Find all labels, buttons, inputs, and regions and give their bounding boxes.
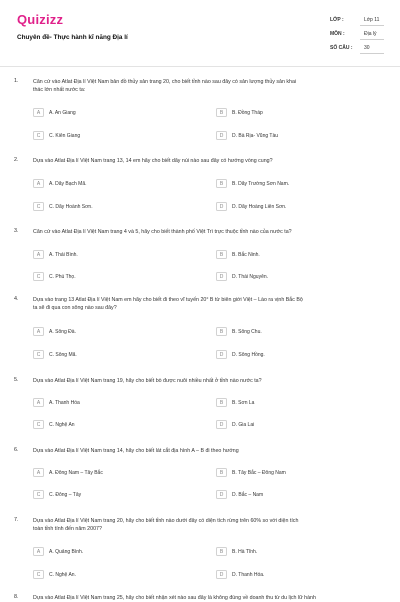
- option-letter-box: B: [216, 179, 227, 188]
- option-letter-box: D: [216, 350, 227, 359]
- option-letter-box: D: [216, 490, 227, 499]
- subject-value: Địa lý: [364, 31, 377, 37]
- question-text: Dựa vào trang 13 Atlat Địa lí Việt Nam em hãy cho biết đi theo vĩ tuyến 20° B từ biên giới Việt – Lào ra vịnh Bắc Bộ ta sẽ đi qua con sông nào sau đây?: [33, 297, 303, 311]
- question-text: Dựa vào Atlat Địa lí Việt Nam trang 13, 14 em hãy cho biết dãy núi nào sau đây có hướng vòng cung?: [33, 158, 273, 164]
- option-letter-box: C: [33, 350, 44, 359]
- question-text: Dựa vào Atlat Địa lí Việt Nam trang 19, hãy cho biết bò được nuôi nhiều nhất ở tỉnh nào nước ta?: [33, 378, 262, 384]
- question-number: 8.: [14, 594, 19, 600]
- class-value: Lớp 11: [364, 17, 380, 23]
- option-c[interactable]: [33, 570, 183, 580]
- option-text: B. Sơn La: [232, 399, 255, 406]
- option-letter-box: B: [216, 108, 227, 117]
- option-a[interactable]: [33, 547, 183, 557]
- option-letter-box: B: [216, 398, 227, 407]
- quizizz-logo: Quizizz: [17, 12, 64, 27]
- question-count-label: SỐ CÂU :: [330, 45, 353, 51]
- question-count-underline: [360, 53, 384, 54]
- option-text: A. Thái Bình.: [49, 251, 78, 258]
- option-c[interactable]: [33, 272, 183, 282]
- option-text: C. Nghệ An: [49, 421, 75, 428]
- option-text: A. An Giang: [49, 109, 76, 116]
- question-text: Dựa vào Atlat Địa lí Việt Nam trang 25, hãy cho biết nhận xét nào sau đây là không đúng về doanh thu từ du lịch lữ hành: [33, 595, 316, 601]
- question-text: Căn cứ vào Atlat Địa lí Việt Nam trang 4 và 5, hãy cho biết thành phố Việt Trì trực thuộc tỉnh nào của nước ta?: [33, 229, 292, 235]
- option-letter-box: B: [216, 327, 227, 336]
- question-text: Căn cứ vào Atlat Địa lí Việt Nam bản đồ thủy sản trang 20, cho biết tỉnh nào sau đây có sản lượng thủy sản khai thác lớn nhất nước ta:: [33, 79, 297, 93]
- option-text: A. Sông Đà.: [49, 328, 76, 335]
- question-count-value: 30: [364, 45, 370, 51]
- option-a[interactable]: [33, 179, 183, 189]
- class-label: LỚP :: [330, 17, 344, 23]
- option-d[interactable]: [216, 350, 366, 360]
- option-d[interactable]: [216, 490, 366, 500]
- option-b[interactable]: [216, 108, 366, 118]
- option-text: C. Dãy Hoành Sơn.: [49, 203, 93, 210]
- worksheet-header: [0, 0, 400, 66]
- option-c[interactable]: [33, 350, 183, 360]
- option-text: D. Sông Hồng.: [232, 351, 265, 358]
- option-c[interactable]: [33, 420, 183, 430]
- option-letter-box: A: [33, 398, 44, 407]
- option-a[interactable]: [33, 398, 183, 408]
- option-text: D. Bà Rịa- Vũng Tàu: [232, 132, 279, 139]
- option-c[interactable]: [33, 490, 183, 500]
- option-letter-box: C: [33, 570, 44, 579]
- class-underline: [360, 25, 384, 26]
- option-b[interactable]: [216, 468, 366, 478]
- option-d[interactable]: [216, 272, 366, 282]
- option-letter-box: D: [216, 570, 227, 579]
- subject-underline: [360, 39, 384, 40]
- option-text: D. Bắc – Nam: [232, 491, 264, 498]
- option-text: A. Đông Nam – Tây Bắc: [49, 469, 103, 476]
- option-letter-box: D: [216, 202, 227, 211]
- option-letter-box: D: [216, 131, 227, 140]
- question-number: 2.: [14, 157, 19, 163]
- option-b[interactable]: [216, 179, 366, 189]
- option-text: B. Dãy Trường Sơn Nam.: [232, 180, 290, 187]
- option-letter-box: A: [33, 179, 44, 188]
- option-a[interactable]: [33, 250, 183, 260]
- option-text: A. Quảng Bình.: [49, 548, 84, 555]
- option-letter-box: A: [33, 250, 44, 259]
- option-d[interactable]: [216, 570, 366, 580]
- option-b[interactable]: [216, 398, 366, 408]
- question-number: 7.: [14, 517, 19, 523]
- option-letter-box: A: [33, 468, 44, 477]
- option-d[interactable]: [216, 420, 366, 430]
- option-text: A. Thanh Hóa: [49, 399, 80, 406]
- option-c[interactable]: [33, 202, 183, 212]
- option-text: D. Thanh Hóa.: [232, 571, 265, 578]
- option-b[interactable]: [216, 547, 366, 557]
- option-letter-box: A: [33, 547, 44, 556]
- subject-label: MÔN :: [330, 31, 345, 37]
- option-d[interactable]: [216, 131, 366, 141]
- option-text: B. Bắc Ninh.: [232, 251, 260, 258]
- question-number: 6.: [14, 447, 19, 453]
- option-text: D. Thái Nguyên.: [232, 273, 269, 280]
- option-letter-box: B: [216, 547, 227, 556]
- option-b[interactable]: [216, 327, 366, 337]
- option-letter-box: B: [216, 250, 227, 259]
- option-letter-box: B: [216, 468, 227, 477]
- option-text: D. Dãy Hoàng Liên Sơn.: [232, 203, 287, 210]
- option-letter-box: C: [33, 272, 44, 281]
- option-a[interactable]: [33, 327, 183, 337]
- option-c[interactable]: [33, 131, 183, 141]
- option-d[interactable]: [216, 202, 366, 212]
- option-letter-box: D: [216, 272, 227, 281]
- option-text: C. Nghệ An.: [49, 571, 76, 578]
- option-text: B. Sông Chu.: [232, 328, 262, 335]
- question-number: 4.: [14, 296, 19, 302]
- header-divider: [0, 66, 400, 67]
- option-text: B. Tây Bắc – Đông Nam: [232, 469, 286, 476]
- option-letter-box: D: [216, 420, 227, 429]
- option-text: C. Đông – Tây: [49, 491, 82, 498]
- option-text: B. Hà Tĩnh.: [232, 548, 258, 555]
- worksheet-title: Chuyên đề- Thực hành kĩ năng Địa lí: [17, 34, 128, 41]
- option-text: C. Kiên Giang: [49, 132, 81, 139]
- option-text: D. Gia Lai: [232, 421, 255, 428]
- question-number: 1.: [14, 78, 19, 84]
- option-text: C. Sông Mã.: [49, 351, 77, 358]
- option-a[interactable]: [33, 108, 183, 118]
- option-b[interactable]: [216, 250, 366, 260]
- option-text: C. Phú Thọ.: [49, 273, 76, 280]
- question-text: Dựa vào Atlat Địa lí Việt Nam trang 14, hãy cho biết lát cắt địa hình A – B đi theo hướng: [33, 448, 239, 454]
- option-letter-box: A: [33, 327, 44, 336]
- question-text: Dựa vào Atlat Địa lí Việt Nam trang 20, hãy cho biết tỉnh nào dưới đây có diện tích rừng trên 60% so với diện tích toàn tỉnh tính đến năm 2007?: [33, 518, 299, 532]
- option-letter-box: C: [33, 420, 44, 429]
- question-number: 5.: [14, 377, 19, 383]
- option-a[interactable]: [33, 468, 183, 478]
- option-letter-box: C: [33, 202, 44, 211]
- option-text: A. Dãy Bạch Mã.: [49, 180, 87, 187]
- option-letter-box: A: [33, 108, 44, 117]
- option-letter-box: C: [33, 490, 44, 499]
- question-number: 3.: [14, 228, 19, 234]
- option-text: B. Đồng Tháp: [232, 109, 263, 116]
- option-letter-box: C: [33, 131, 44, 140]
